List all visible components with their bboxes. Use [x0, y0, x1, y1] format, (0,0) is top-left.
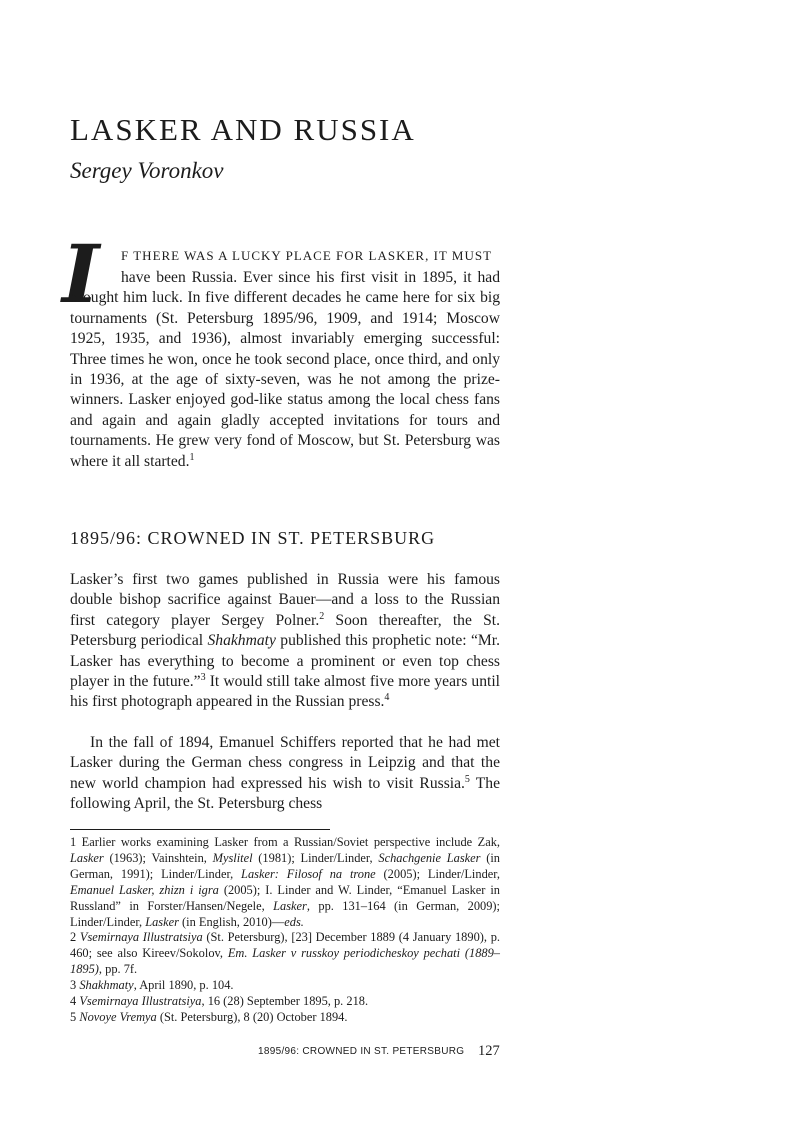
body-paragraph: [70, 570, 500, 713]
periodical-title: Vsemirnaya Illustratsiya: [79, 994, 202, 1009]
book-title: Lasker: [273, 898, 307, 913]
footnote: [70, 978, 500, 994]
footnote-rule: [70, 829, 330, 830]
book-title: Schachgenie Lasker: [378, 850, 481, 865]
text-run: , pp. 7f.: [98, 962, 138, 977]
intro-text: have been Russia. Ever since his first visit in 1895, it had brought him luck. In five different decades he came here for six big tournaments (St. Petersburg 1895/96, 1909, and 1914; Moscow 1925, 1935, and 1936), almost invariably emerging successful: Three times he won, once he took second place, once third, and only in 1936, at the age of sixty-seven, was he not among the prize-winners. Lasker enjoyed god-like status among the local chess fans and again and again gladly accepted invitations for tours and tournaments. He grew very fond of Moscow, but St. Petersburg was where it all started.: [70, 269, 500, 470]
body-paragraph: [70, 733, 500, 815]
periodical-title: Novoye Vremya: [79, 1009, 157, 1024]
text-run: , April 1890, p. 104.: [133, 978, 234, 993]
text-run: (in English, 2010)—: [178, 914, 285, 929]
drop-cap: I: [62, 227, 100, 321]
footnote: [70, 930, 500, 978]
footnote-number: 3: [70, 978, 77, 993]
text-run: (2005); Linder/Linder,: [375, 866, 500, 881]
footnote-number: 5: [70, 1009, 77, 1024]
chapter-title: LASKER AND RUSSIA: [70, 112, 416, 147]
page-number: 127: [478, 1043, 500, 1059]
text-run: Earlier works examining Lasker from a Russian/Soviet perspective include Zak,: [76, 835, 500, 849]
footnotes: [70, 835, 500, 1026]
book-title: Emanuel Lasker, zhizn i igra: [70, 882, 219, 897]
text-run: Lasker’s first two games published in Russia were his famous double bishop sacrifice against Bauer—and a loss to the Russian first category player Sergey Polner.: [70, 571, 500, 629]
intro-paragraph: [70, 268, 500, 472]
text-run: The following April, the St. Petersburg chess: [70, 774, 500, 813]
book-title: Lasker: [70, 850, 104, 865]
author-name: Sergey Voronkov: [70, 158, 224, 183]
text-run: , 16 (28) September 1895, p. 218.: [201, 994, 369, 1009]
running-head: 1895/96: CROWNED IN ST. PETERSBURG: [258, 1046, 465, 1057]
footnote: [70, 1010, 500, 1026]
editor-note: eds.: [284, 914, 304, 929]
footnote-number: 4: [70, 994, 77, 1009]
text-run: (St. Petersburg), [23] December 1889 (4 January 1890), p. 460; see also Kireev/Sokolov,: [70, 930, 500, 961]
intro-lead-in: F THERE WAS A LUCKY PLACE FOR LASKER, IT MUST: [121, 248, 493, 263]
book-title: Lasker: [145, 914, 179, 929]
footnote-ref: 3: [200, 671, 206, 683]
text-run: (2005); I. Linder and W. Linder, “Emanuel Lasker in Russland” in Forster/Hansen/Negele,: [70, 882, 500, 913]
text-run: (1981); Linder/Linder,: [252, 850, 379, 865]
footnote-ref: 2: [319, 610, 325, 622]
text-run: published this prophetic note: “Mr. Lasker has everything to become a prominent or even top chess player in the future.”: [70, 632, 501, 691]
footnote-ref: 1: [189, 451, 195, 463]
text-run: (1963); Vainshtein,: [103, 850, 213, 865]
periodical-title: Vsemirnaya Illustratsiya: [79, 930, 203, 945]
text-run: In the fall of 1894, Emanuel Schiffers reported that he had met Lasker during the German chess congress in Leipzig and that the new world champion had expressed his wish to visit Russia.: [70, 734, 500, 792]
book-title: Em. Lasker v russkoy periodicheskoy pechati (1889–1895): [70, 946, 500, 977]
footnote-number: 1: [70, 835, 77, 849]
footnote-ref: 5: [464, 773, 470, 785]
periodical-title: Shakhmaty: [207, 632, 276, 650]
book-title: Myslitel: [212, 850, 253, 865]
book-title: Lasker: Filosof na trone: [241, 866, 376, 881]
footnote: [70, 835, 500, 930]
footnote-ref: 4: [384, 692, 390, 704]
text-run: (St. Petersburg), 8 (20) October 1894.: [156, 1009, 348, 1024]
text-run: It would still take almost five more years until his first photograph appeared in the Russian press.: [70, 673, 501, 711]
text-run: (in German, 1991); Linder/Linder,: [70, 850, 500, 881]
text-run: Soon thereafter, the St. Petersburg periodical: [70, 611, 500, 650]
text-run: , pp. 131–164 (in German, 2009); Linder/Linder,: [70, 898, 500, 929]
section-heading: 1895/96: CROWNED IN ST. PETERSBURG: [70, 528, 436, 548]
footnote-number: 2: [70, 930, 77, 945]
periodical-title: Shakhmaty: [79, 978, 134, 993]
footnote: [70, 994, 500, 1010]
